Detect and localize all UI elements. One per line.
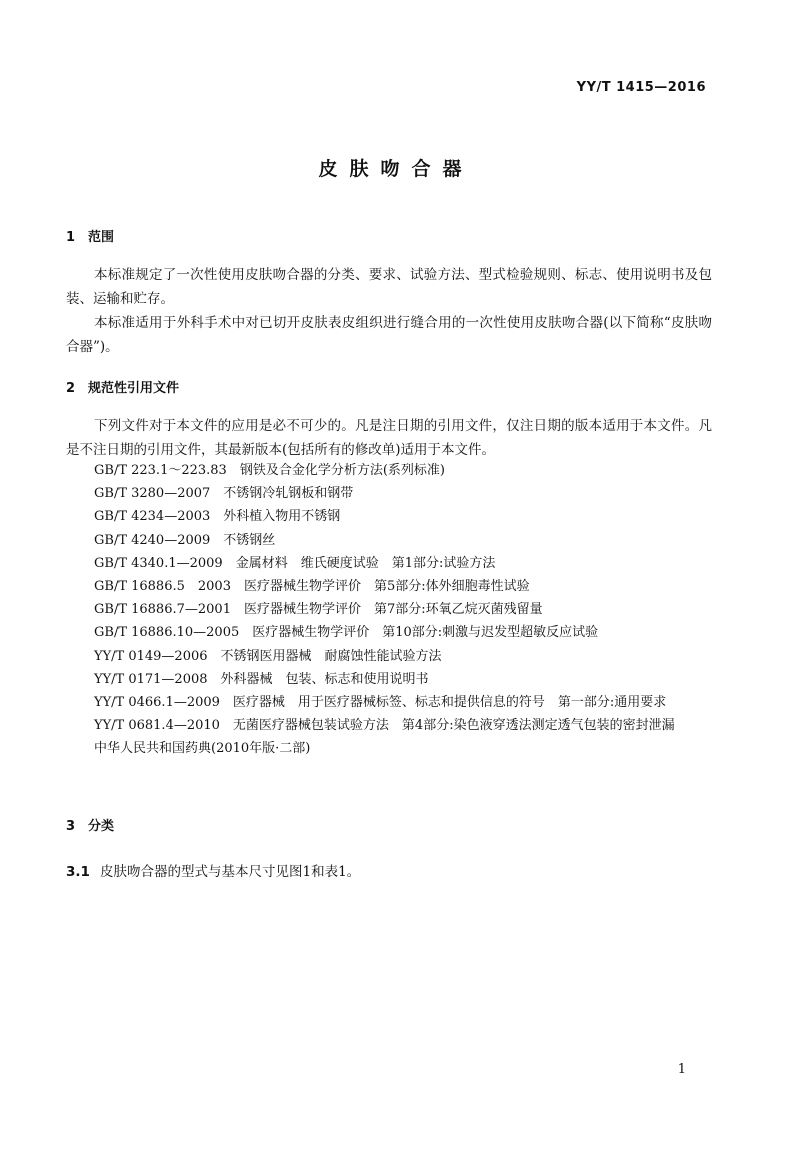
clause-3-1 bbox=[66, 860, 360, 880]
section-title: 分类 bbox=[88, 819, 115, 834]
section-number: 1 bbox=[66, 230, 76, 245]
reference-item: GB/T 4234—2003 外科植入物用不锈钢 bbox=[94, 509, 341, 525]
page-number: 1 bbox=[677, 1062, 686, 1077]
reference-list bbox=[66, 459, 712, 761]
section-heading-scope bbox=[66, 226, 114, 245]
reference-item: YY/T 0171—2008 外科器械 包装、标志和使用说明书 bbox=[94, 671, 429, 687]
document-title: 皮肤吻合器 bbox=[318, 158, 474, 180]
reference-item: GB/T 3280—2007 不锈钢冷轧钢板和钢带 bbox=[94, 486, 354, 502]
reference-item: 中华人民共和国药典(2010年版·二部) bbox=[94, 741, 311, 757]
reference-item: GB/T 16886.10—2005 医疗器械生物学评价 第10部分:刺激与迟发型超敏反应试验 bbox=[94, 625, 599, 641]
section-heading-normative-refs bbox=[66, 377, 179, 396]
scope-paragraph-2: 本标准适用于外科手术中对已切开皮肤表皮组织进行缝合用的一次性使用皮肤吻合器(以下简称“皮肤吻合器”)。 bbox=[66, 315, 712, 355]
scope-paragraph-1: 本标准规定了一次性使用皮肤吻合器的分类、要求、试验方法、型式检验规则、标志、使用说明书及包装、运输和贮存。 bbox=[66, 267, 712, 307]
section-number: 2 bbox=[66, 381, 76, 396]
reference-item: YY/T 0149—2006 不锈钢医用器械 耐腐蚀性能试验方法 bbox=[94, 648, 442, 664]
reference-item: GB/T 16886.7—2001 医疗器械生物学评价 第7部分:环氧乙烷灭菌残留量 bbox=[94, 602, 543, 618]
clause-number: 3.1 bbox=[66, 864, 90, 880]
reference-item: GB/T 4240—2009 不锈钢丝 bbox=[94, 532, 276, 548]
standard-code: YY/T 1415—2016 bbox=[576, 80, 706, 95]
reference-item: GB/T 4340.1—2009 金属材料 维氏硬度试验 第1部分:试验方法 bbox=[94, 555, 496, 571]
section-title: 范围 bbox=[88, 230, 115, 245]
clause-text: 皮肤吻合器的型式与基本尺寸见图1和表1。 bbox=[100, 864, 361, 880]
reference-item: YY/T 0681.4—2010 无菌医疗器械包装试验方法 第4部分:染色液穿透法测定透气包装的密封泄漏 bbox=[94, 718, 675, 734]
section-heading-classification bbox=[66, 815, 114, 834]
normative-refs-intro: 下列文件对于本文件的应用是必不可少的。凡是注日期的引用文件，仅注日期的版本适用于本文件。凡是不注日期的引用文件，其最新版本(包括所有的修改单)适用于本文件。 bbox=[66, 418, 712, 458]
reference-item: GB/T 223.1～223.83 钢铁及合金化学分析方法(系列标准) bbox=[94, 463, 445, 478]
section-number: 3 bbox=[66, 819, 76, 834]
reference-item: YY/T 0466.1—2009 医疗器械 用于医疗器械标签、标志和提供信息的符号 第一部分:通用要求 bbox=[94, 695, 667, 711]
reference-item: GB/T 16886.5 2003 医疗器械生物学评价 第5部分:体外细胞毒性试验 bbox=[94, 579, 530, 595]
section-title: 规范性引用文件 bbox=[88, 381, 180, 396]
